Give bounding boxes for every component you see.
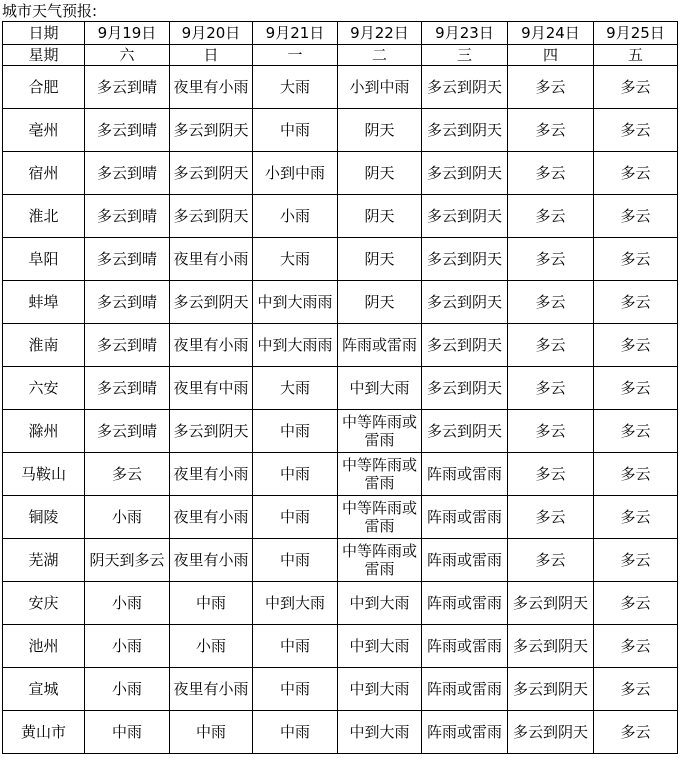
forecast-cell: 多云到晴 (85, 66, 170, 109)
table-row (3, 324, 678, 367)
forecast-cell: 多云 (508, 410, 594, 453)
weekday-cell: 一 (253, 45, 338, 66)
forecast-cell: 夜里有小雨 (170, 668, 253, 711)
forecast-cell: 中雨 (253, 109, 338, 152)
city-cell: 滁州 (3, 410, 85, 453)
forecast-cell: 阵雨或雷雨 (422, 711, 508, 754)
forecast-cell: 多云到晴 (85, 109, 170, 152)
forecast-cell: 多云 (508, 109, 594, 152)
forecast-cell: 中到大雨 (338, 668, 422, 711)
forecast-cell: 多云 (594, 582, 678, 625)
date-cell: 9月19日 (85, 22, 170, 45)
forecast-cell: 阵雨或雷雨 (422, 453, 508, 496)
forecast-cell: 大雨 (253, 238, 338, 281)
forecast-cell: 阵雨或雷雨 (338, 324, 422, 367)
table-row (3, 453, 678, 496)
forecast-cell: 多云 (594, 324, 678, 367)
date-cell: 9月25日 (594, 22, 678, 45)
date-cell: 9月24日 (508, 22, 594, 45)
forecast-cell: 多云到阴天 (508, 711, 594, 754)
city-cell: 蚌埠 (3, 281, 85, 324)
city-cell: 亳州 (3, 109, 85, 152)
forecast-cell: 多云 (594, 238, 678, 281)
weekday-cell: 五 (594, 45, 678, 66)
forecast-cell: 多云 (85, 453, 170, 496)
forecast-cell: 多云到阴天 (422, 109, 508, 152)
forecast-cell: 阴天 (338, 238, 422, 281)
forecast-cell: 夜里有小雨 (170, 453, 253, 496)
forecast-cell: 阴天 (338, 109, 422, 152)
city-cell: 芜湖 (3, 539, 85, 582)
weekday-cell: 六 (85, 45, 170, 66)
forecast-cell: 夜里有小雨 (170, 496, 253, 539)
forecast-cell: 多云 (594, 711, 678, 754)
forecast-cell: 小雨 (85, 668, 170, 711)
date-header-row (3, 22, 678, 45)
forecast-cell: 多云 (508, 281, 594, 324)
table-row (3, 625, 678, 668)
city-cell: 合肥 (3, 66, 85, 109)
city-cell: 马鞍山 (3, 453, 85, 496)
forecast-cell: 多云到阴天 (422, 238, 508, 281)
forecast-cell: 阴天到多云 (85, 539, 170, 582)
forecast-cell: 阵雨或雷雨 (422, 539, 508, 582)
forecast-cell: 多云到晴 (85, 195, 170, 238)
forecast-cell: 多云 (594, 453, 678, 496)
forecast-cell: 多云到阴天 (170, 109, 253, 152)
forecast-cell: 多云 (594, 668, 678, 711)
forecast-cell: 多云到阴天 (170, 152, 253, 195)
forecast-cell: 中到大雨 (338, 625, 422, 668)
forecast-cell: 小雨 (85, 582, 170, 625)
forecast-cell: 中雨 (85, 711, 170, 754)
forecast-cell: 多云到晴 (85, 238, 170, 281)
forecast-cell: 多云 (594, 109, 678, 152)
forecast-cell: 中到大雨 (338, 711, 422, 754)
forecast-cell: 阴天 (338, 195, 422, 238)
forecast-cell: 中等阵雨或雷雨 (338, 496, 422, 539)
city-cell: 黄山市 (3, 711, 85, 754)
forecast-cell: 中雨 (170, 711, 253, 754)
forecast-cell: 中等阵雨或雷雨 (338, 453, 422, 496)
forecast-cell: 夜里有中雨 (170, 367, 253, 410)
forecast-table (2, 21, 678, 754)
city-cell: 池州 (3, 625, 85, 668)
weekday-cell: 二 (338, 45, 422, 66)
forecast-cell: 大雨 (253, 66, 338, 109)
forecast-cell: 夜里有小雨 (170, 238, 253, 281)
forecast-cell: 中雨 (253, 711, 338, 754)
city-cell: 宣城 (3, 668, 85, 711)
forecast-cell: 中雨 (253, 668, 338, 711)
forecast-cell: 多云 (508, 238, 594, 281)
forecast-cell: 夜里有小雨 (170, 324, 253, 367)
forecast-cell: 多云到阴天 (422, 195, 508, 238)
date-cell: 9月20日 (170, 22, 253, 45)
forecast-cell: 小到中雨 (253, 152, 338, 195)
forecast-cell: 多云到阴天 (422, 66, 508, 109)
table-row (3, 711, 678, 754)
table-row (3, 152, 678, 195)
forecast-cell: 中到大雨雨 (253, 281, 338, 324)
forecast-cell: 多云到阴天 (508, 668, 594, 711)
forecast-cell: 多云到阴天 (508, 582, 594, 625)
forecast-cell: 多云到阴天 (170, 281, 253, 324)
date-cell: 9月21日 (253, 22, 338, 45)
forecast-cell: 小雨 (170, 625, 253, 668)
forecast-cell: 小雨 (253, 195, 338, 238)
forecast-cell: 多云 (594, 625, 678, 668)
forecast-cell: 多云到晴 (85, 410, 170, 453)
city-cell: 六安 (3, 367, 85, 410)
forecast-cell: 阴天 (338, 281, 422, 324)
forecast-cell: 多云 (594, 539, 678, 582)
forecast-cell: 多云 (594, 66, 678, 109)
weekday-cell: 四 (508, 45, 594, 66)
forecast-cell: 多云到阴天 (170, 410, 253, 453)
page-title: 城市天气预报: (2, 2, 98, 20)
forecast-cell: 多云 (508, 195, 594, 238)
forecast-cell: 中雨 (253, 625, 338, 668)
forecast-cell: 中到大雨雨 (253, 324, 338, 367)
forecast-cell: 多云到阴天 (422, 281, 508, 324)
forecast-cell: 多云 (508, 367, 594, 410)
table-row (3, 367, 678, 410)
forecast-cell: 多云到阴天 (422, 324, 508, 367)
forecast-cell: 小雨 (85, 625, 170, 668)
forecast-cell: 多云 (508, 324, 594, 367)
city-cell: 安庆 (3, 582, 85, 625)
forecast-cell: 多云到阴天 (170, 195, 253, 238)
forecast-cell: 中到大雨 (253, 582, 338, 625)
forecast-cell: 多云到阴天 (422, 410, 508, 453)
forecast-cell: 中雨 (253, 539, 338, 582)
date-cell: 9月23日 (422, 22, 508, 45)
forecast-cell: 阵雨或雷雨 (422, 625, 508, 668)
forecast-cell: 中雨 (170, 582, 253, 625)
city-cell: 阜阳 (3, 238, 85, 281)
date-label-cell: 日期 (3, 22, 85, 45)
forecast-cell: 多云 (508, 152, 594, 195)
table-row (3, 66, 678, 109)
forecast-cell: 多云到晴 (85, 152, 170, 195)
forecast-cell: 多云到阴天 (422, 367, 508, 410)
forecast-cell: 多云 (594, 281, 678, 324)
forecast-cell: 多云 (508, 453, 594, 496)
forecast-cell: 多云 (508, 496, 594, 539)
table-row (3, 668, 678, 711)
weekday-label-cell: 星期 (3, 45, 85, 66)
forecast-cell: 阵雨或雷雨 (422, 496, 508, 539)
city-cell: 铜陵 (3, 496, 85, 539)
city-cell: 淮南 (3, 324, 85, 367)
forecast-cell: 多云到晴 (85, 281, 170, 324)
forecast-cell: 中到大雨 (338, 582, 422, 625)
forecast-cell: 多云到晴 (85, 324, 170, 367)
table-row (3, 410, 678, 453)
forecast-cell: 多云到晴 (85, 367, 170, 410)
forecast-cell: 中雨 (253, 453, 338, 496)
city-cell: 宿州 (3, 152, 85, 195)
table-row (3, 109, 678, 152)
table-row (3, 582, 678, 625)
forecast-cell: 多云 (508, 539, 594, 582)
forecast-cell: 夜里有小雨 (170, 66, 253, 109)
forecast-cell: 多云到阴天 (422, 152, 508, 195)
forecast-cell: 中到大雨 (338, 367, 422, 410)
forecast-cell: 夜里有小雨 (170, 539, 253, 582)
weekday-cell: 日 (170, 45, 253, 66)
forecast-cell: 中等阵雨或雷雨 (338, 410, 422, 453)
forecast-cell: 中雨 (253, 410, 338, 453)
table-row (3, 496, 678, 539)
table-row (3, 238, 678, 281)
forecast-cell: 多云 (594, 367, 678, 410)
city-cell: 淮北 (3, 195, 85, 238)
forecast-cell: 多云 (594, 195, 678, 238)
weekday-row (3, 45, 678, 66)
table-row (3, 281, 678, 324)
forecast-cell: 大雨 (253, 367, 338, 410)
table-row (3, 195, 678, 238)
forecast-cell: 阵雨或雷雨 (422, 668, 508, 711)
table-row (3, 539, 678, 582)
forecast-cell: 多云 (508, 66, 594, 109)
forecast-cell: 阴天 (338, 152, 422, 195)
forecast-cell: 多云 (594, 496, 678, 539)
forecast-cell: 多云到阴天 (508, 625, 594, 668)
forecast-cell: 阵雨或雷雨 (422, 582, 508, 625)
weekday-cell: 三 (422, 45, 508, 66)
forecast-cell: 中雨 (253, 496, 338, 539)
forecast-cell: 小到中雨 (338, 66, 422, 109)
forecast-cell: 中等阵雨或雷雨 (338, 539, 422, 582)
forecast-cell: 多云 (594, 410, 678, 453)
date-cell: 9月22日 (338, 22, 422, 45)
forecast-cell: 小雨 (85, 496, 170, 539)
forecast-cell: 多云 (594, 152, 678, 195)
